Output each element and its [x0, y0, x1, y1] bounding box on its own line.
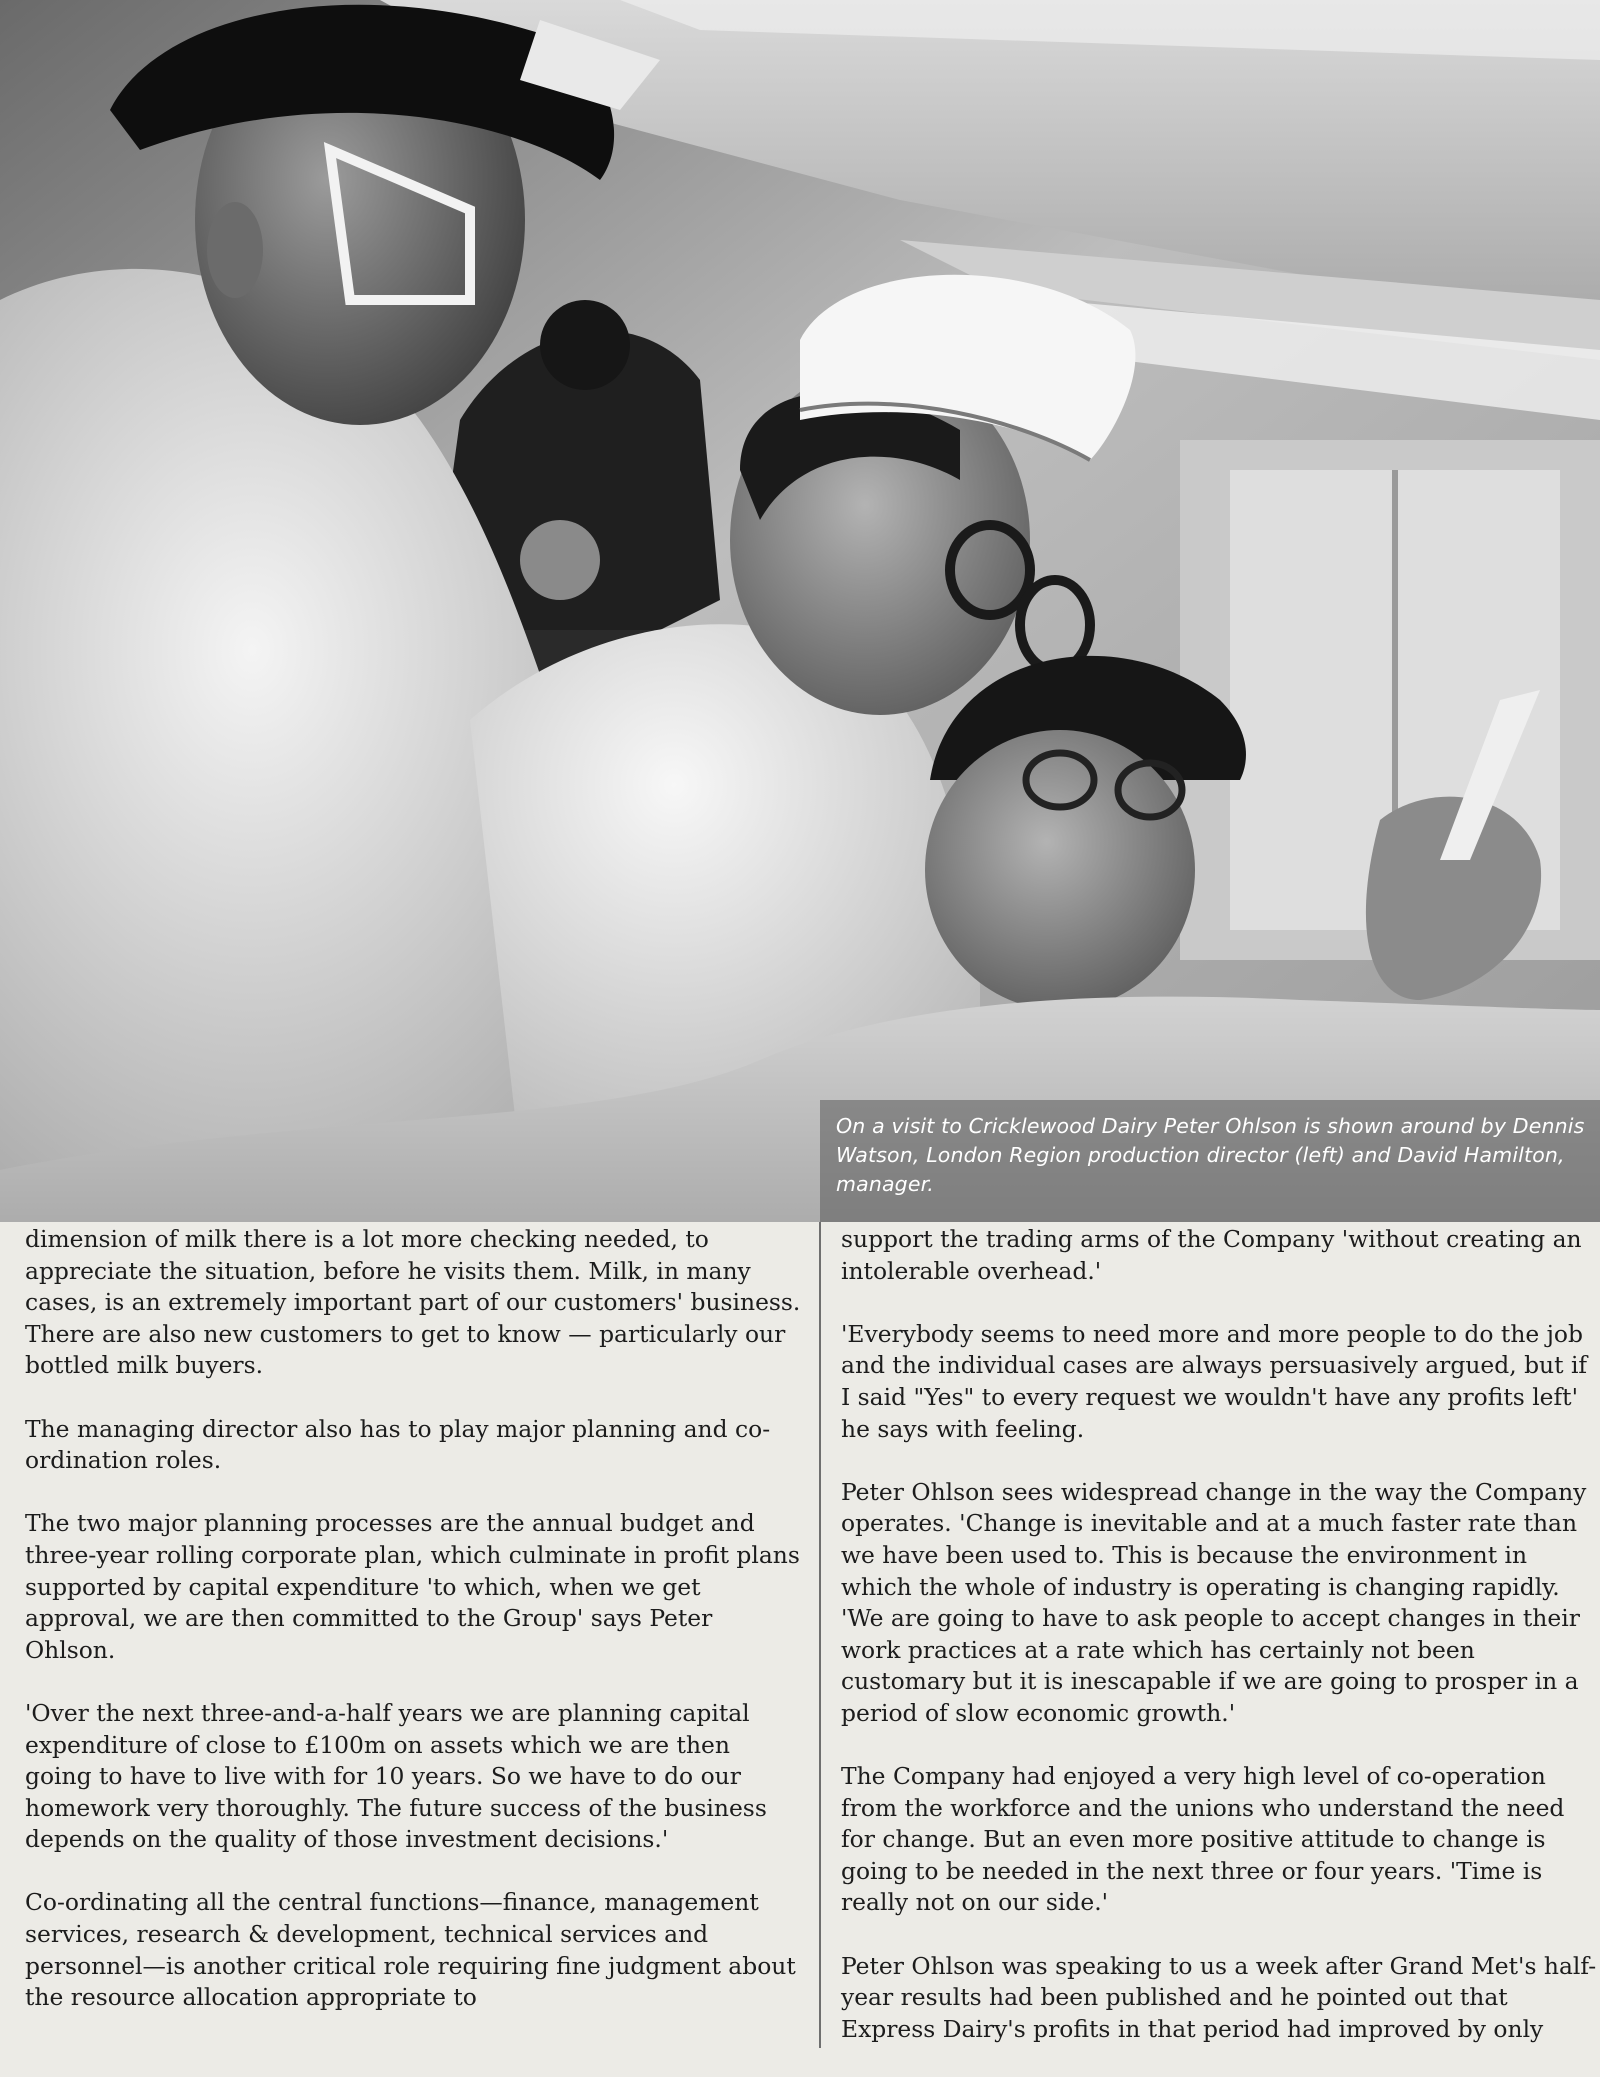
photo-caption: On a visit to Cricklewood Dairy Peter Ohlson is shown around by Dennis Watson, London Region production director (left) and David Hamilton, manager.: [836, 1114, 1585, 1196]
article-paragraph: Co-ordinating all the central functions—finance, management services, research & development, technical services and personnel—is another critical role requiring fine judgment about the resource allocation appropriate to: [25, 1888, 796, 2012]
article-left-column: [25, 1224, 803, 2045]
article-paragraph: Peter Ohlson sees widespread change in the way the Company operates. 'Change is inevitable and at a much faster rate than we have been used to. This is because the environment in which the whole of industry is operating is changing rapidly. 'We are going to have to ask people to accept changes in their work practices at a rate which has certainly not been customary but it is inescapable if we are going to prosper in a period of slow economic growth.': [841, 1477, 1587, 1727]
article-paragraph: support the trading arms of the Company 'without creating an intolerable overhead.': [841, 1225, 1582, 1285]
article-paragraph: The managing director also has to play major planning and co-ordination roles.: [25, 1414, 771, 1475]
column-divider: [819, 1222, 821, 2048]
article-paragraph: dimension of milk there is a lot more checking needed, to appreciate the situation, before he visits them. Milk, in many cases, is an extremely important part of our customers' business. There are also new customers to get to know — particularly our bottled milk buyers.: [25, 1225, 801, 1380]
article-paragraph: 'Everybody seems to need more and more people to do the job and the individual cases are always persuasively argued, but if I said "Yes" to every request we wouldn't have any profits left' he says with feeling.: [841, 1319, 1588, 1443]
article-paragraph: 'Over the next three-and-a-half years we are planning capital expenditure of close to £100m on assets which we are then going to have to live with for 10 years. So we have to do our homework very thoroughly. The future success of the business depends on the quality of those investment decisions.': [25, 1698, 767, 1854]
article-paragraph: Peter Ohlson was speaking to us a week after Grand Met's half-year results had been published and he pointed out that Express Dairy's profits in that period had improved by only: [841, 1951, 1597, 2043]
article-right-column: [841, 1224, 1599, 2077]
article-paragraph: The two major planning processes are the annual budget and three-year rolling corporate plan, which culminate in profit plans supported by capital expenditure 'to which, when we get approval, we are then committed to the Group' says Peter Ohlson.: [25, 1509, 800, 1664]
article-paragraph: The Company had enjoyed a very high level of co-operation from the workforce and the unions who understand the need for change. But an even more positive attitude to change is going to be needed in the next three or four years. 'Time is really not on our side.': [841, 1762, 1565, 1917]
